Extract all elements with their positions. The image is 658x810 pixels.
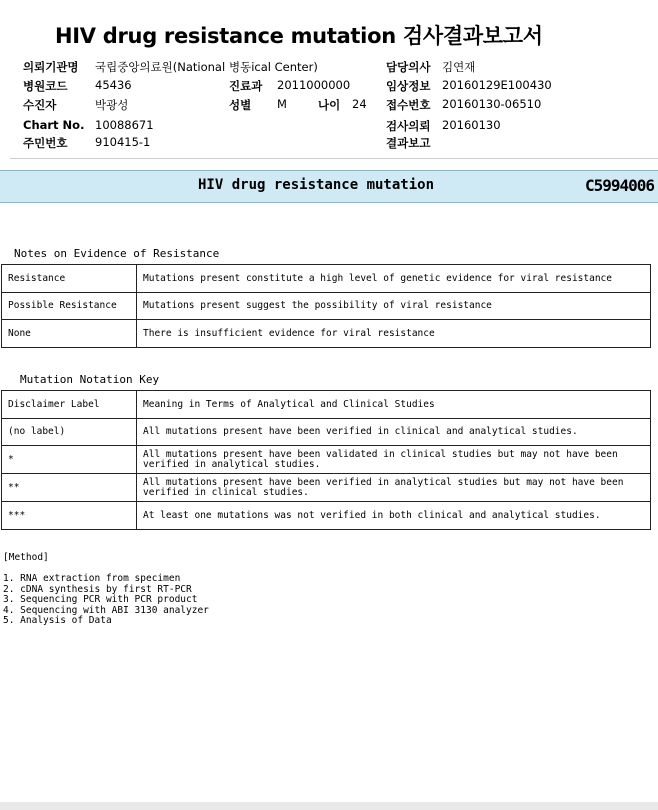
method-step: 1. RNA extraction from specimen [3,573,181,584]
table-row [2,446,651,474]
table-row [2,474,651,502]
method-step: 2. cDNA synthesis by first RT-PCR [3,583,192,595]
notes-text-cell: Mutations present suggest the possibility of viral resistance [137,293,651,320]
resident-no-label: 주민번호 [23,136,68,150]
notes-heading: Notes on Evidence of Resistance [14,247,220,260]
key-label-cell: *** [2,502,137,530]
institution-overlap-text: 병동ical Center) [229,60,318,74]
band-title: HIV drug resistance mutation [198,177,435,193]
method-list [3,574,209,627]
sex-label: 성별 [229,98,252,112]
key-label-cell: (no label) [2,419,137,446]
notes-label-cell: Possible Resistance [2,293,137,320]
test-code: C5994006 [584,176,654,195]
doctor-label: 담당의사 [386,60,431,74]
hospital-code-value: 45436 [95,78,132,92]
key-text-cell: At least one mutations was not verified in both clinical and analytical studies. [137,502,651,530]
chart-no-value: 10088671 [95,118,154,132]
key-text-cell: All mutations present have been verified in clinical and analytical studies. [137,419,651,446]
key-text-cell: Meaning in Terms of Analytical and Clinical Studies [137,391,651,419]
institution-label: 의뢰기관명 [23,60,79,74]
table-row [2,320,651,348]
method-step: 3. Sequencing PCR with PCR product [3,594,198,605]
page-bottom-edge [0,802,658,810]
department-value: 2011000000 [277,78,351,92]
table-row [2,502,651,530]
institution-value: 국립중앙의료원(National [95,60,226,74]
method-heading: [Method] [3,552,49,563]
resident-no-value: 910415-1 [95,135,151,149]
method-step: 5. Analysis of Data [3,615,112,626]
department-label: 진료과 [229,79,263,93]
table-row [2,265,651,293]
notes-label-cell: Resistance [2,265,137,293]
doctor-value: 김연재 [442,60,476,74]
table-row [2,391,651,419]
hospital-code-label: 병원코드 [23,79,68,93]
age-value: 24 [352,97,367,111]
notes-label-cell: None [2,320,137,348]
key-text-cell: All mutations present have been verified in analytical studies but may not have been verified in clinical studies. [137,474,651,502]
key-label-cell: Disclaimer Label [2,391,137,419]
receipt-no-value: 20160130-06510 [442,97,542,111]
method-step: 4. Sequencing with ABI 3130 analyzer [3,604,209,616]
section-band [0,170,658,203]
patient-label: 수진자 [23,98,57,112]
receipt-no-label: 접수번호 [386,98,431,112]
table-row [2,293,651,320]
notes-text-cell: Mutations present constitute a high level of genetic evidence for viral resistance [137,265,651,293]
chart-no-label: Chart No. [23,118,85,132]
clinical-info-value: 20160129E100430 [442,78,552,92]
key-label-cell: * [2,446,137,474]
table-row [2,419,651,446]
request-date-label: 검사의뢰 [386,119,431,133]
key-label-cell: ** [2,474,137,502]
key-text-cell: All mutations present have been validated in clinical studies but may not have been verified in analytical studies. [137,446,651,474]
key-heading: Mutation Notation Key [20,373,160,386]
notes-text-cell: There is insufficient evidence for viral resistance [137,320,651,348]
report-title: HIV drug resistance mutation 검사결과보고서 [55,24,543,48]
header-divider [10,158,658,159]
result-report-label: 결과보고 [386,136,431,150]
key-table [1,390,651,530]
clinical-info-label: 임상정보 [386,79,431,93]
sex-value: M [277,97,287,111]
patient-value: 박광성 [95,98,129,112]
age-label: 나이 [318,98,341,112]
notes-table [1,264,651,348]
request-date-value: 20160130 [442,118,501,132]
